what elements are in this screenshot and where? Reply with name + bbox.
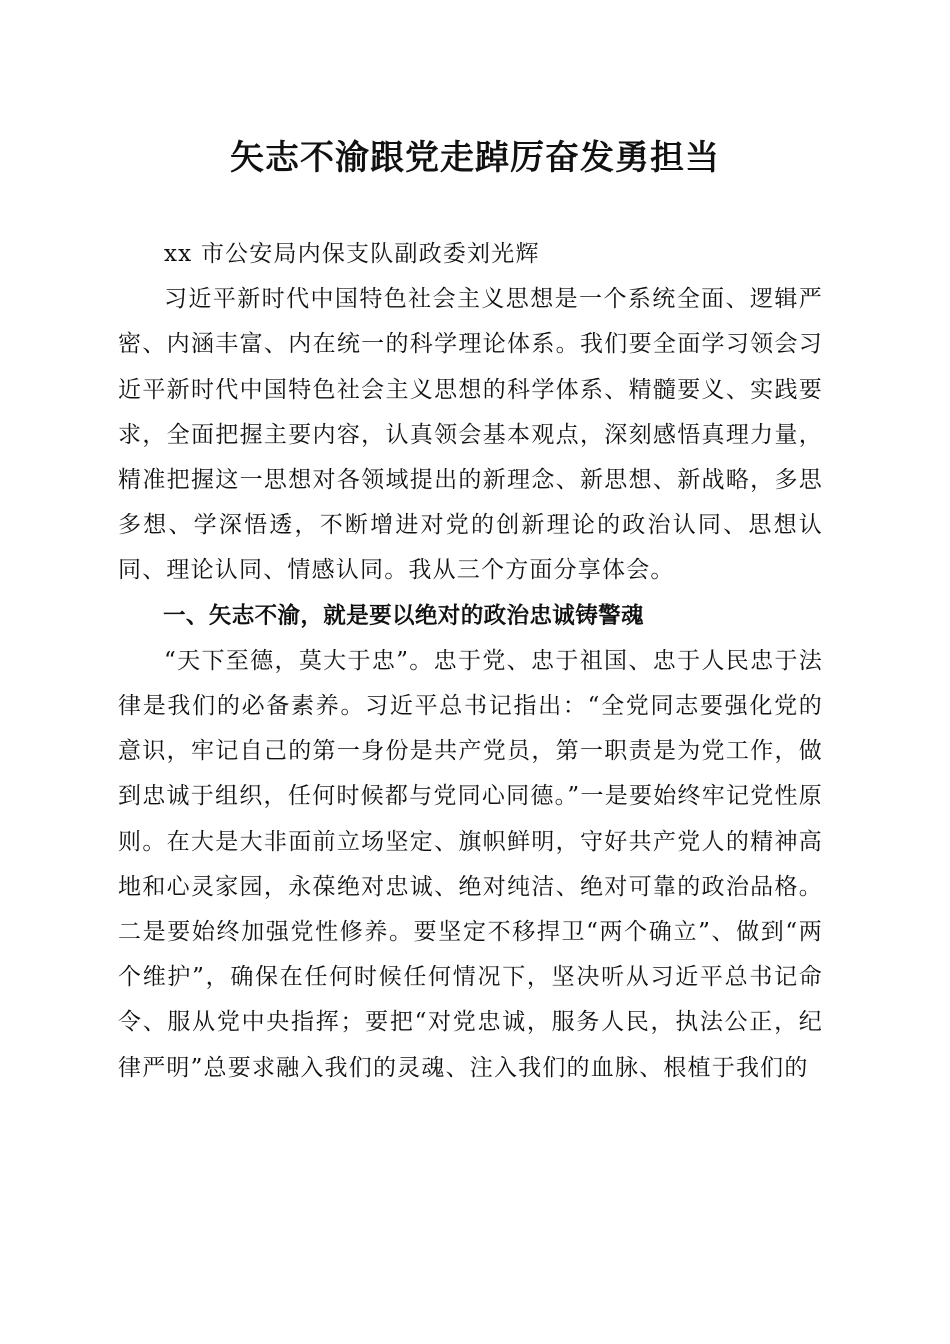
section-heading-1: 一、矢志不渝，就是要以绝对的政治忠诚铸警魂 (163, 602, 644, 629)
document-body (118, 232, 823, 1091)
intro-paragraph: 习近平新时代中国特色社会主义思想是一个系统全面、逻辑严密、内涵丰富、内在统一的科学理论体系。我们要全面学习领会习近平新时代中国特色社会主义思想的科学体系、精髓要义、实践要求，全面把握主要内容，认真领会基本观点，深刻感悟真理力量，精准把握这一思想对各领域提出的新理念、新思想、新战略，多思多想、学深悟透，不断增进对党的创新理论的政治认同、思想认同、理论认同、情感认同。我从三个方面分享体会。 (118, 286, 823, 584)
section-1-paragraph: “天下至德，莫大于忠”。忠于党、忠于祖国、忠于人民忠于法律是我们的必备素养。习近平总书记指出：“全党同志要强化党的意识，牢记自己的第一身份是共产党员，第一职责是为党工作，做到忠诚于组织，任何时候都与党同心同德。”一是要始终牢记党性原则。在大是大非面前立场坚定、旗帜鲜明，守好共产党人的精神高地和心灵家园，永葆绝对忠诚、绝对纯洁、绝对可靠的政治品格。二是要始终加强党性修养。要坚定不移捍卫“两个确立”、做到“两个维护”，确保在任何时候任何情况下，坚决听从习近平总书记命令、服从党中央指挥；要把“对党忠诚，服务人民，执法公正，纪律严明”总要求融入我们的灵魂、注入我们的血脉、根植于我们的 (118, 647, 823, 1081)
author-line: xx 市公安局内保支队副政委刘光辉 (164, 241, 540, 267)
document-title: 矢志不渝跟党走踔厉奋发勇担当 (230, 138, 720, 178)
